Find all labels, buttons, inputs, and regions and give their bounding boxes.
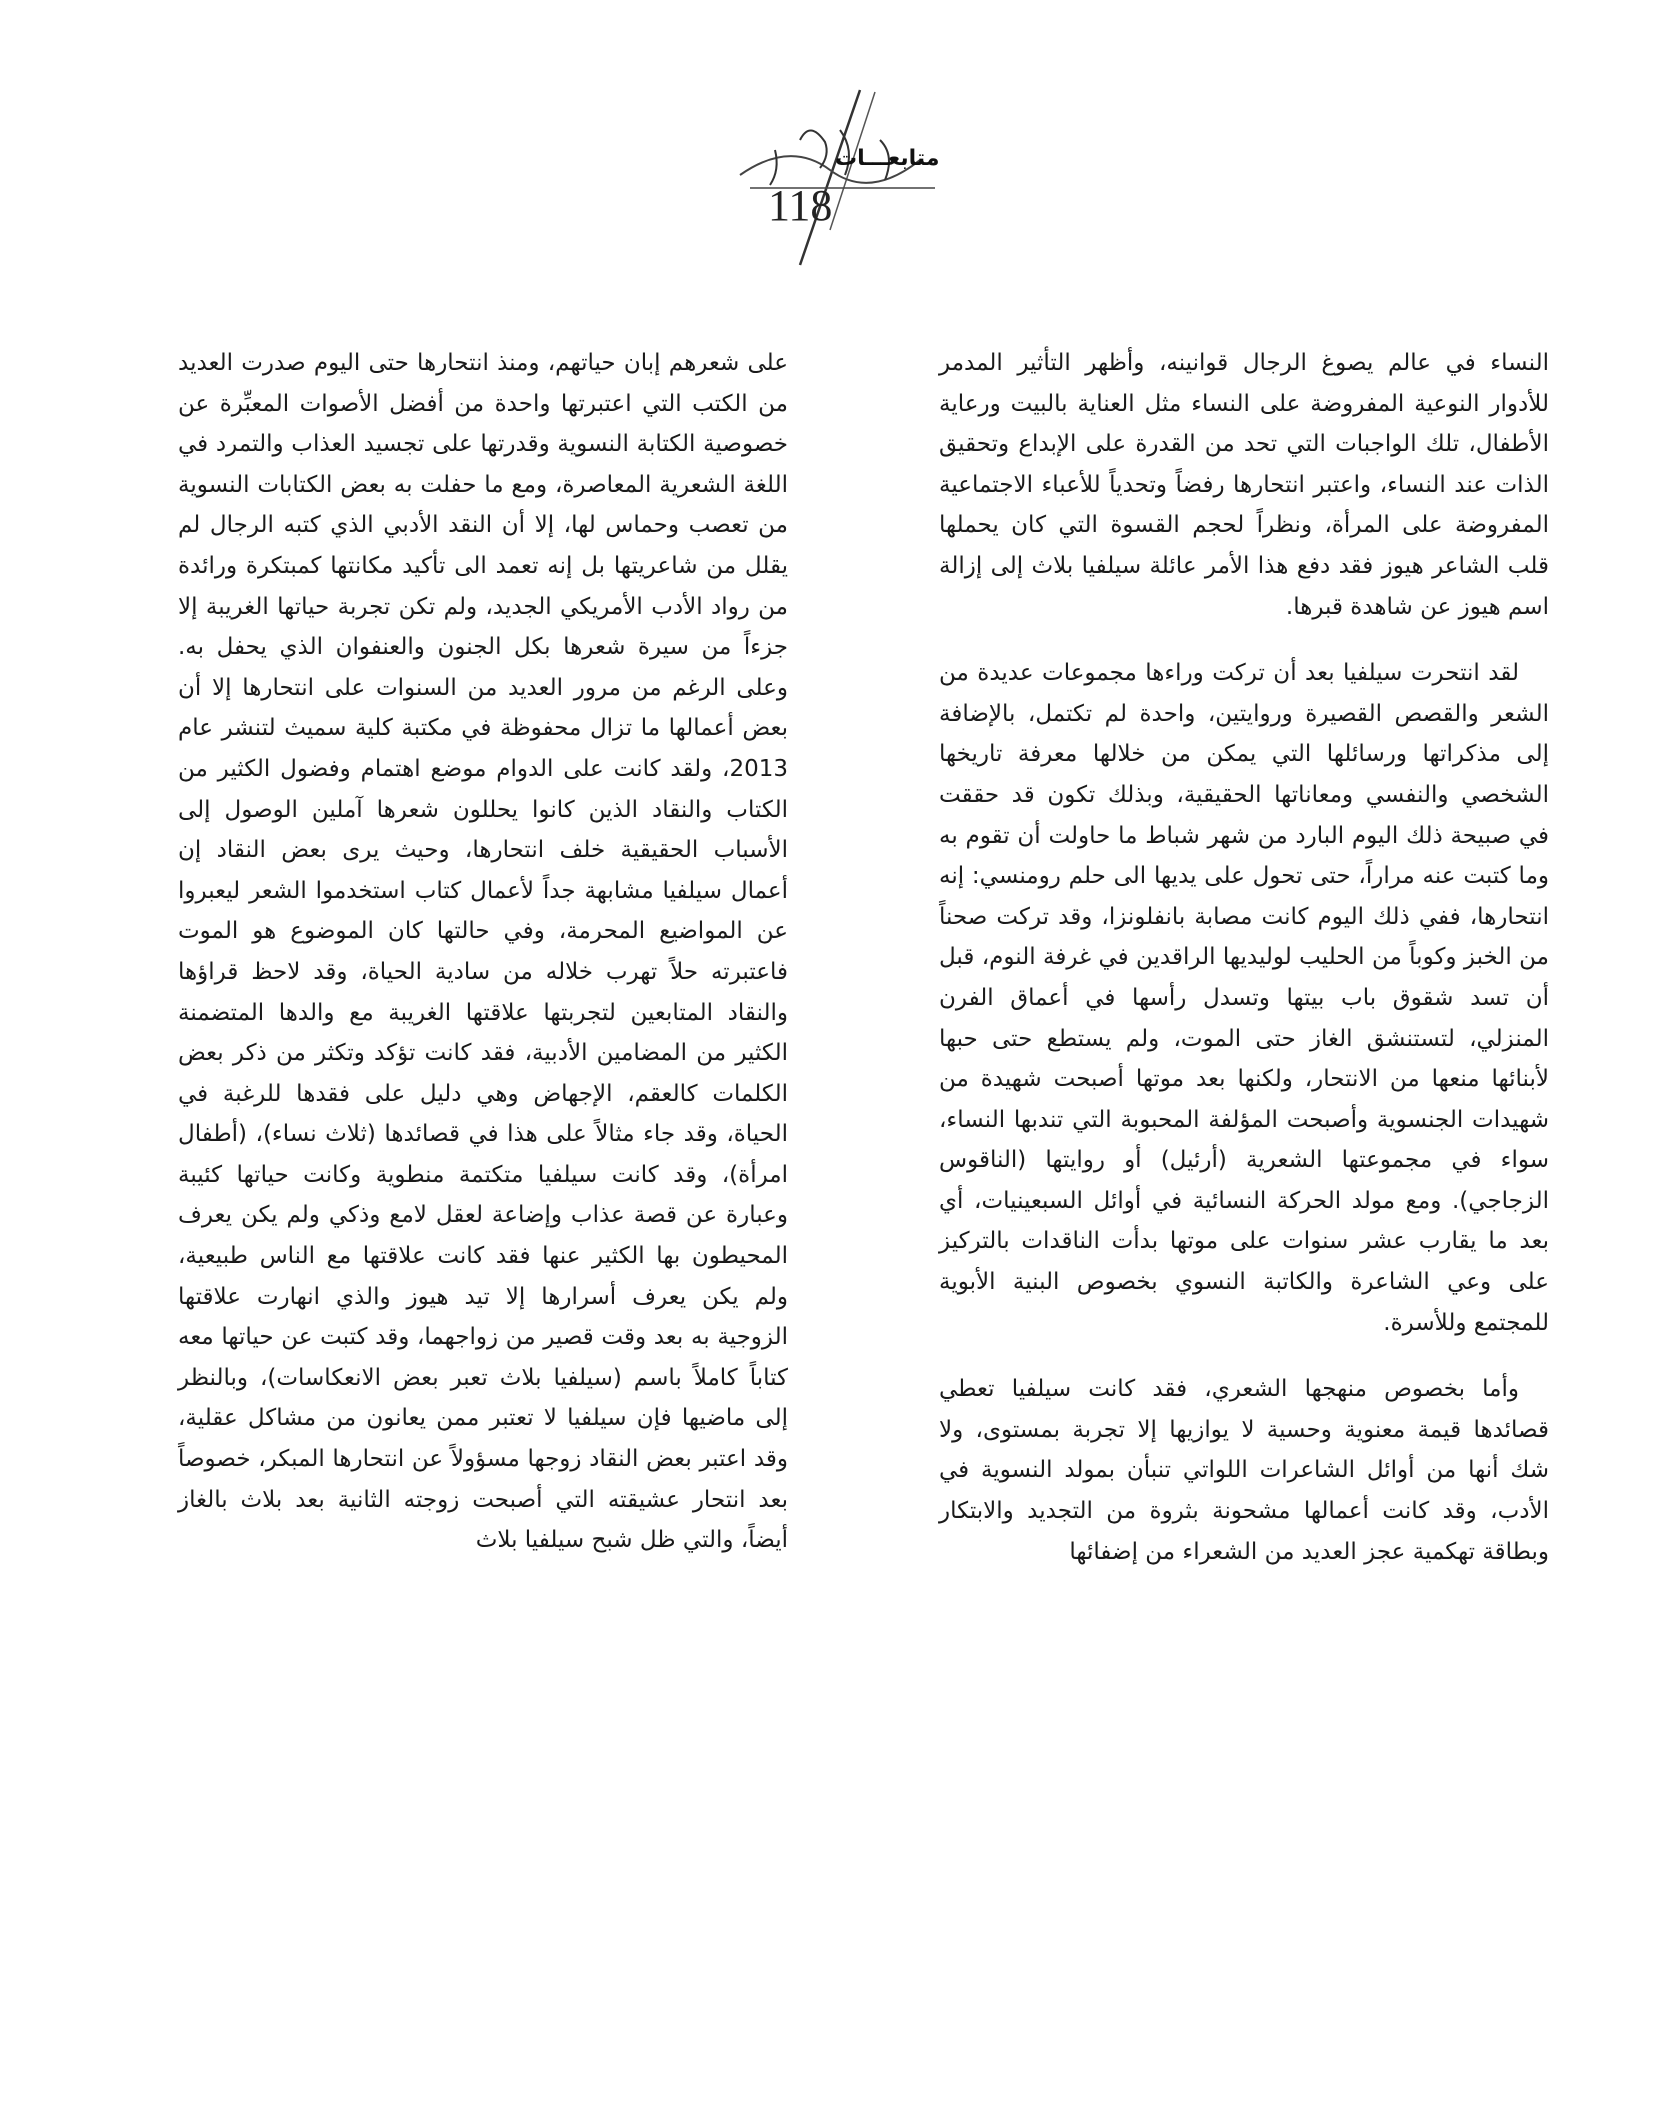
section-label: متابعـــات xyxy=(835,146,940,171)
paragraph: لقد انتحرت سيلفيا بعد أن تركت وراءها مجموعات عديدة من الشعر والقصص القصيرة وروايتين، واحدة لم تكتمل، بالإضافة إلى مذكراتها ورسائلها التي يمكن من خلالها معرفة تاريخها الشخصي والنفسي ومعاناتها الحقيقية، وبذلك تكون قد حققت في صبيحة ذلك اليوم البارد من شهر شباط ما حاولت أن تقوم به وما كتبت عنه مراراً، حتى تحول على يديها الى حلم رومنسي: إنه انتحارها، ففي ذلك اليوم كانت مصابة بانفلونزا، وقد تركت صحناً من الخبز وكوباً من الحليب لوليديها الراقدين في غرفة النوم، قبل أن تسد شقوق باب بيتها وتسدل رأسها في أعماق الفرن المنزلي، لتستنشق الغاز حتى الموت، ولم يستطع حتى حبها لأبنائها منعها من الانتحار، ولكنها بعد موتها أصبحت شهيدة من شهيدات الجنسوية وأصبحت المؤلفة المحبوبة التي تندبها النساء، سواء في مجموعتها الشعرية (أرئيل) أو روايتها (الناقوس الزجاجي). ومع مولد الحركة النسائية في أوائل السبعينيات، أي بعد ما يقارب عشر سنوات على موتها بدأت الناقدات بالتركيز على وعي الشاعرة والكاتبة النسوي بخصوص البنية الأبوية للمجتمع وللأسرة. xyxy=(939,660,1549,1336)
page-header xyxy=(680,80,980,280)
paragraph: وأما بخصوص منهجها الشعري، فقد كانت سيلفيا تعطي قصائدها قيمة معنوية وحسية لا يوازيها إلا تجربة بمستوى، ولا شك أنها من أوائل الشاعرات اللواتي تنبأن بمولد النسوية في الأدب، وقد كانت أعمالها مشحونة بثروة من التجديد والابتكار وبطاقة تهكمية عجز العديد من الشعراء من إضفائها xyxy=(939,1376,1549,1565)
right-column xyxy=(939,343,1549,1572)
left-column xyxy=(178,343,788,1561)
paragraph: النساء في عالم يصوغ الرجال قوانينه، وأظهر التأثير المدمر للأدوار النوعية المفروضة على النساء مثل العناية بالبيت ورعاية الأطفال، تلك الواجبات التي تحد من القدرة على الإبداع وتحقيق الذات عند النساء، واعتبر انتحارها رفضاً وتحدياً للأعباء الاجتماعية المفروضة على المرأة، ونظراً لحجم القسوة التي كان يحملها قلب الشاعر هيوز فقد دفع هذا الأمر عائلة سيلفيا بلاث إلى إزالة اسم هيوز عن شاهدة قبرها. xyxy=(939,350,1549,620)
paragraph: على شعرهم إبان حياتهم، ومنذ انتحارها حتى اليوم صدرت العديد من الكتب التي اعتبرتها واحدة من أفضل الأصوات المعبِّرة عن خصوصية الكتابة النسوية وقدرتها على تجسيد العذاب والتمرد في اللغة الشعرية المعاصرة، ومع ما حفلت به بعض الكتابات النسوية من تعصب وحماس لها، إلا أن النقد الأدبي الذي كتبه الرجال لم يقلل من شاعريتها بل إنه تعمد الى تأكيد مكانتها كمبتكرة ورائدة من رواد الأدب الأمريكي الجديد، ولم تكن تجربة حياتها الغريبة إلا جزءاً من سيرة شعرها بكل الجنون والعنفوان الذي يحفل به. وعلى الرغم من مرور العديد من السنوات على انتحارها إلا أن بعض أعمالها ما تزال محفوظة في مكتبة كلية سميث لتنشر عام 2013، ولقد كانت على الدوام موضع اهتمام وفضول الكثير من الكتاب والنقاد الذين كانوا يحللون شعرها آملين الوصول إلى الأسباب الحقيقية خلف انتحارها، وحيث يرى بعض النقاد إن أعمال سيلفيا مشابهة جداً لأعمال كتاب استخدموا الشعر ليعبروا عن المواضيع المحرمة، وفي حالتها كان الموضوع هو الموت فاعتبرته حلاً تهرب خلاله من سادية الحياة، وقد لاحظ قراؤها والنقاد المتابعين لتجربتها علاقتها الغريبة مع والدها المتضمنة الكثير من المضامين الأدبية، فقد كانت تؤكد وتكثر من ذكر بعض الكلمات كالعقم، الإجهاض وهي دليل على فقدها للرغبة في الحياة، وقد جاء مثالاً على هذا في قصائدها (ثلاث نساء)، (أطفال امرأة)، وقد كانت سيلفيا متكتمة منطوية وكانت حياتها كئيبة وعبارة عن قصة عذاب وإضاعة لعقل لامع وذكي ولم يكن يعرف المحيطون بها الكثير عنها فقد كانت علاقتها مع الناس طبيعية، ولم يكن يعرف أسرارها إلا تيد هيوز والذي انهارت علاقتها الزوجية به بعد وقت قصير من زواجهما، وقد كتبت عن حياتها معه كتاباً كاملاً باسم (سيلفيا بلاث تعبر بعض الانعكاسات)، وبالنظر إلى ماضيها فإن سيلفيا لا تعتبر ممن يعانون من مشاكل عقلية، وقد اعتبر بعض النقاد زوجها مسؤولاً عن انتحارها المبكر، خصوصاً بعد انتحار عشيقته التي أصبحت زوجته الثانية بعد بلاث بالغاز أيضاً، والتي ظل شبح سيلفيا بلاث xyxy=(178,350,788,1554)
page-number: 118 xyxy=(768,181,833,230)
